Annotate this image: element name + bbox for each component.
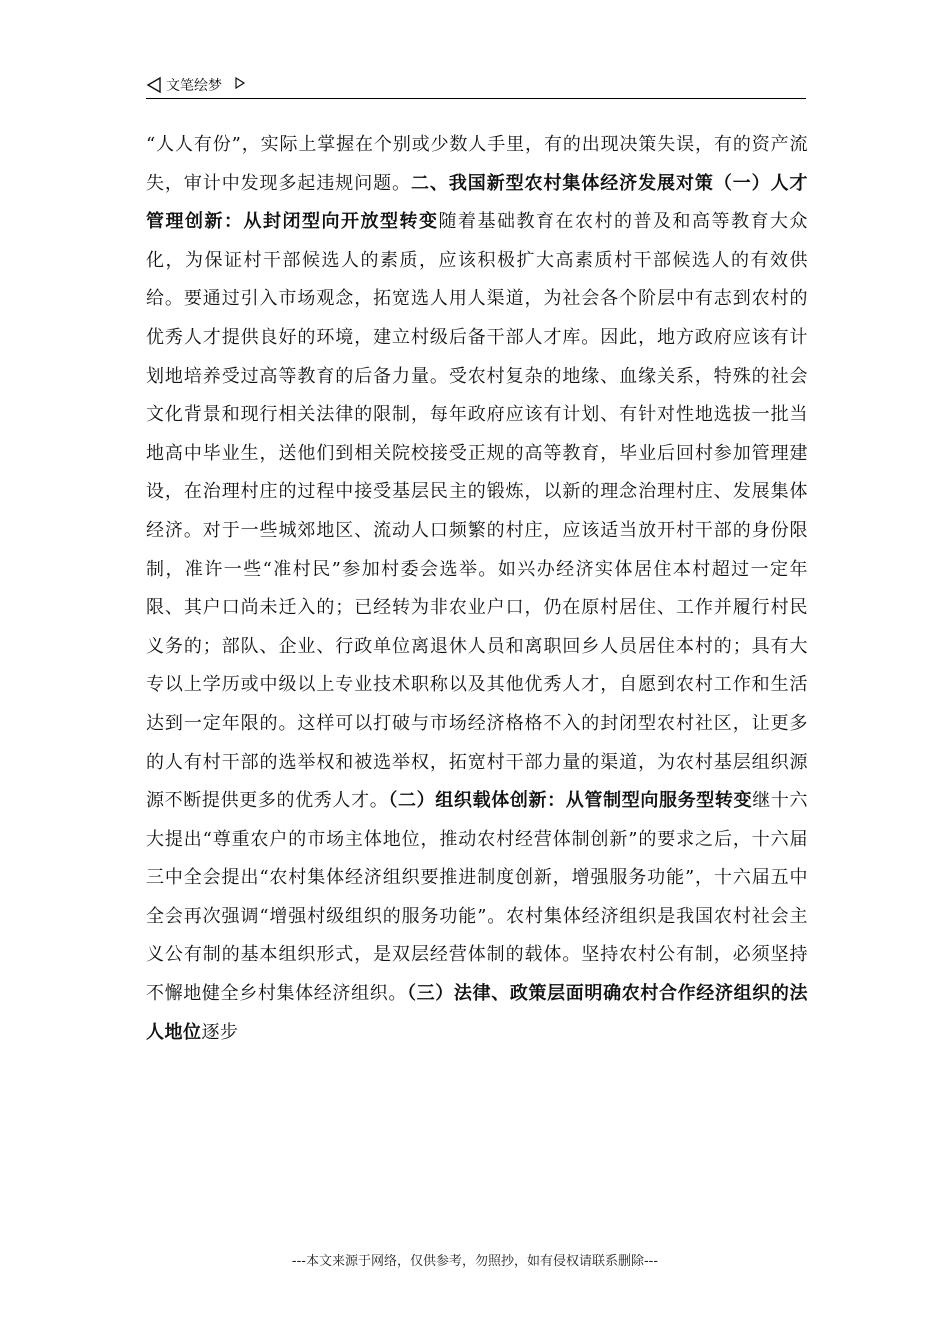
- triangle-left-icon: [146, 76, 162, 94]
- page-header: [146, 72, 806, 99]
- subsection-heading-3: （三）法律、政策层面明确农村合作经济组织的法人地位: [146, 983, 808, 1043]
- section-heading-2: 二、我国新型农村集体经济发展对策: [410, 172, 714, 194]
- paragraph-1: “人人有份”，实际上掌握在个别或少数人手里，有的出现决策失误，有的资产流失，审计中发现多起违规问题。: [146, 134, 808, 194]
- paragraph-4: 逐步: [201, 1021, 239, 1043]
- header-title: 文笔绘梦: [166, 78, 222, 94]
- body-text: [146, 126, 808, 1052]
- paragraph-2: 随着基础教育在农村的普及和高等教育大众化，为保证村干部候选人的素质，应该积极扩大高素质村干部候选人的有效供给。要通过引入市场观念，拓宽选人用人渠道，为社会各个阶层中有志到农村的优秀人才提供良好的环境，建立村级后备干部人才库。因此，地方政府应该有计划地培养受过高等教育的后备力量。受农村复杂的地缘、血缘关系，特殊的社会文化背景和现行相关法律的限制，每年政府应该有计划、有针对性地选拔一批当地高中毕业生，送他们到相关院校接受正规的高等教育，毕业后回村参加管理建设，在治理村庄的过程中接受基层民主的锻炼，以新的理念治理村庄、发展集体经济。对于一些城郊地区、流动人口频繁的村庄，应该适当放开村干部的身份限制，准许一些“准村民”参加村委会选举。如兴办经济实体居住本村超过一定年限、其户口尚未迁入的；已经转为非农业户口，仍在原村居住、工作并履行村民义务的；部队、企业、行政单位离退休人员和离职回乡人员居住本村的；具有大专以上学历或中级以上专业技术职称以及其他优秀人才，自愿到农村工作和生活达到一定年限的。这样可以打破与市场经济格格不入的封闭型农村社区，让更多的人有村干部的选举权和被选举权，拓宽村干部力量的渠道，为农村基层组织源源不断提供更多的优秀人才。: [146, 211, 808, 812]
- subsection-heading-1: （一）人才管理创新：从封闭型向开放型转变: [146, 172, 809, 233]
- triangle-right-icon: [234, 76, 246, 90]
- footer-disclaimer: ---本文来源于网络，仅供参考，勿照抄，如有侵权请联系删除---: [291, 1254, 659, 1269]
- subsection-heading-2: （二）组织载体创新：从管制型向服务型转变: [388, 790, 753, 812]
- paragraph-3: 继十六大提出“尊重农户的市场主体地位，推动农村经营体制创新”的要求之后，十六届三中全会提出“农村集体经济组织要推进制度创新，增强服务功能”，十六届五中全会再次强调“增强村级组织的服务功能”。农村集体经济组织是我国农村社会主义公有制的基本组织形式，是双层经营体制的载体。坚持农村公有制，必须坚持不懈地健全乡村集体经济组织。: [146, 790, 809, 1005]
